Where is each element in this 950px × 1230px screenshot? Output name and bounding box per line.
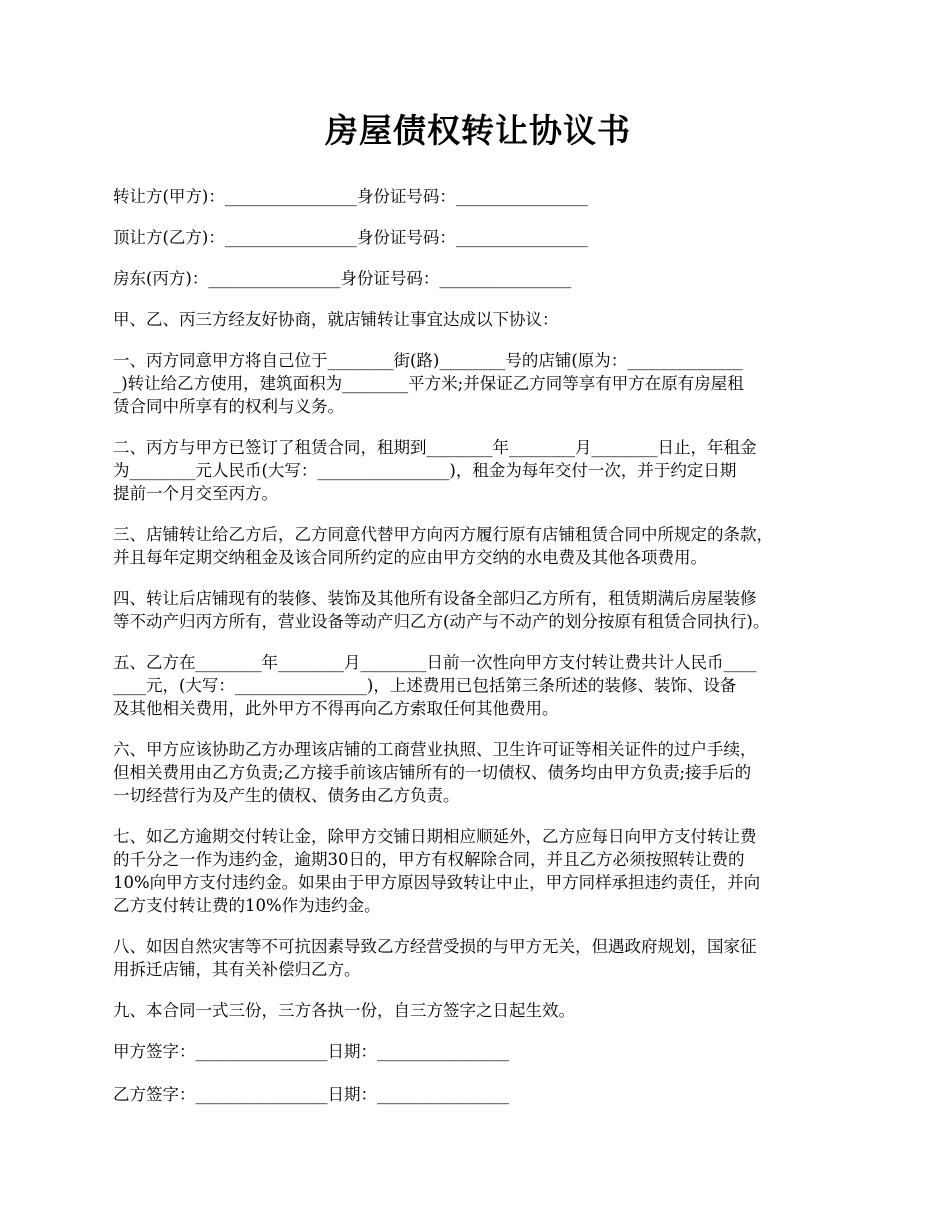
intro-paragraph: 甲、乙、丙三方经友好协商，就店铺转让事宜达成以下协议： [113, 309, 559, 329]
signature-section [113, 1040, 843, 1106]
clause-7: 七、如乙方逾期交付转让金，除甲方交铺日期相应顺延外，乙方应每日向甲方支付转让费 的千分之一作为违约金，逾期30日的，甲方有权解除合同，并且乙方必须按照转让费的 10%向甲方支付违约金。如果由于甲方原因导致转让中止，甲方同样承担违约责任，并向 乙方支付转让费的10%作为违约金。 [113, 826, 761, 915]
clause-6: 六、甲方应该协助乙方办理该店铺的工商营业执照、卫生许可证等相关证件的过户手续， 但相关费用由乙方负责;乙方接手前该店铺所有的一切债权、债务均由甲方负责;接手后的 一切经营行为及产生的债权、债务由乙方负责。 [113, 739, 757, 805]
party-transferor-line: 转让方(甲方)：________________身份证号码：________________ [113, 186, 588, 206]
clause-2: 二、丙方与甲方已签订了租赁合同，租期到________年________月________日止，年租金 为________元人民币(大写：________________)，租金为每年交付一次，并于约定日期 提前一个月交至丙方。 [113, 437, 757, 503]
signature-party-a: 甲方签字：________________日期：________________ [113, 1041, 509, 1061]
clause-9: 九、本合同一式三份，三方各执一份，自三方签字之日起生效。 [113, 1000, 575, 1020]
clause-3: 三、店铺转让给乙方后，乙方同意代替甲方向丙方履行原有店铺租赁合同中所规定的条款， 并且每年定期交纳租金及该合同所约定的应由甲方交纳的水电费及其他各项费用。 [113, 524, 773, 567]
party-transferee-line: 顶让方(乙方)：________________身份证号码：________________ [113, 227, 588, 247]
document-page [113, 110, 843, 1126]
party-landlord-line: 房东(丙方)：________________身份证号码：________________ [113, 268, 572, 288]
document-title: 房屋债权转让协议书 [325, 111, 631, 150]
clause-4: 四、转让后店铺现有的装修、装饰及其他所有设备全部归乙方所有，租赁期满后房屋装修 等不动产归丙方所有，营业设备等动产归乙方(动产与不动产的划分按原有租赁合同执行)。 [113, 588, 770, 631]
signature-party-b: 乙方签字：________________日期：________________ [113, 1084, 509, 1104]
clause-5: 五、乙方在________年________月________日前一次性向甲方支付转让费共计人民币____ ____元，(大写：________________)，上述费用已包括第三条所述的装修、装饰、设备 及其他相关费用，此外甲方不得再向乙方索取任何其他费用。 [113, 652, 757, 718]
clause-1: 一、丙方同意甲方将自己位于________街(路)________号的店铺(原为：______________ _)转让给乙方使用，建筑面积为________平方米;并保证乙方同等享有甲方在原有房屋租 赁合同中所享有的权利与义务。 [113, 350, 744, 416]
clauses-section [113, 349, 843, 1022]
parties-section [113, 185, 843, 290]
clause-8: 八、如因自然灾害等不可抗因素导致乙方经营受损的与甲方无关，但遇政府规划，国家征 用拆迁店铺，其有关补偿归乙方。 [113, 936, 757, 979]
